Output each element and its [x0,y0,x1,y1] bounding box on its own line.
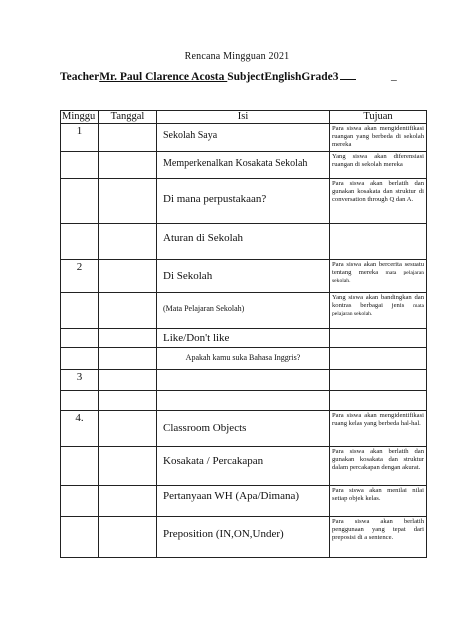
date-cell [99,447,157,486]
date-cell [99,391,157,411]
week-cell: 1 [61,124,99,152]
tujuan-cell [330,260,427,293]
isi-cell: Kosakata / Percakapan [157,447,330,486]
tujuan-small-text: mata pelajaran sekolah. [332,303,424,317]
isi-cell: Classroom Objects [157,411,330,447]
week-cell [61,486,99,517]
date-cell [99,517,157,558]
table-row [61,152,427,179]
tujuan-text: Yang siswa akan bandingkan dan kontras berbagai jenis [332,294,424,309]
isi-cell: Apakah kamu suka Bahasa Inggris? [157,348,330,370]
teacher-name: Mr. Paul Clarence Acosta [99,71,228,83]
teacher-line [60,70,356,83]
date-cell [99,224,157,260]
isi-cell: Aturan di Sekolah [157,224,330,260]
teacher-label: Teacher [60,71,100,83]
header-tujuan: Tujuan [330,111,427,124]
table-row [61,124,427,152]
date-cell [99,370,157,391]
table-header-row [61,111,427,124]
subject-label: Subject [227,71,265,83]
date-cell [99,179,157,224]
isi-cell: Preposition (IN,ON,Under) [157,517,330,558]
week-cell [61,447,99,486]
date-cell [99,124,157,152]
week-cell [61,179,99,224]
table-row [61,411,427,447]
tujuan-cell [330,348,427,370]
tujuan-cell: Para siswa akan menilai nilai setiap objek kelas. [330,486,427,517]
table-row [61,179,427,224]
table-row [61,391,427,411]
table-row [61,329,427,348]
tujuan-cell: Para siswa akan mengidentifikasi ruangan yang berbeda di sekolah mereka [330,124,427,152]
subject-value: English [264,71,302,83]
isi-cell [157,391,330,411]
table-row [61,293,427,329]
week-cell: 2 [61,260,99,293]
grade-label: Grade [301,71,333,83]
table-row [61,260,427,293]
date-cell [99,486,157,517]
tujuan-cell [330,329,427,348]
week-cell [61,329,99,348]
isi-cell [157,370,330,391]
isi-cell: Memperkenalkan Kosakata Sekolah [157,152,330,179]
tujuan-cell [330,293,427,329]
tujuan-cell: Para siswa akan berlatih dan gunakan kosakata dan struktur dalam percakapan dengan akurat. [330,447,427,486]
date-cell [99,260,157,293]
date-cell [99,293,157,329]
isi-cell: Di Sekolah [157,260,330,293]
tujuan-small-text: mata pelajaran sekolah. [332,270,424,284]
week-cell [61,348,99,370]
tujuan-text: Para siswa akan bercerita sesuatu tentang mereka [332,261,424,276]
tujuan-cell [330,391,427,411]
week-cell [61,224,99,260]
tujuan-cell: Para siswa akan berlatih dan gunakan kosakata dan struktur di conversation through Q dan A. [330,179,427,224]
tujuan-cell: Yang siswa akan diferensiasi ruangan di sekolah mereka [330,152,427,179]
grade-value: 3 [332,71,339,83]
tujuan-cell: Para siswa akan mengidentifikasi ruang kelas yang berbeda hal-hal. [330,411,427,447]
header-minggu: Minggu [61,111,99,124]
week-cell [61,517,99,558]
isi-cell: Like/Don't like [157,329,330,348]
page-title: Rencana Mingguan 2021 [184,51,290,62]
week-cell [61,293,99,329]
table-row [61,224,427,260]
tujuan-cell [330,224,427,260]
date-cell [99,152,157,179]
trailing-underscore: _ [391,70,397,82]
isi-cell: (Mata Pelajaran Sekolah) [157,293,330,329]
header-isi: Isi [157,111,330,124]
week-cell: 3 [61,370,99,391]
table-row [61,370,427,391]
date-cell [99,329,157,348]
underline-blank [340,70,356,80]
week-cell [61,391,99,411]
table-row [61,486,427,517]
weekly-plan-table [60,110,427,558]
isi-cell: Pertanyaan WH (Apa/Dimana) [157,486,330,517]
week-cell [61,152,99,179]
tujuan-cell: Para siswa akan berlatih penggunaan yang tepat dari preposisi di a sentence. [330,517,427,558]
week-cell: 4. [61,411,99,447]
date-cell [99,411,157,447]
header-tanggal: Tanggal [99,111,157,124]
isi-cell: Di mana perpustakaan? [157,179,330,224]
table-row [61,517,427,558]
tujuan-cell [330,370,427,391]
table-row [61,348,427,370]
isi-cell: Sekolah Saya [157,124,330,152]
date-cell [99,348,157,370]
table-row [61,447,427,486]
